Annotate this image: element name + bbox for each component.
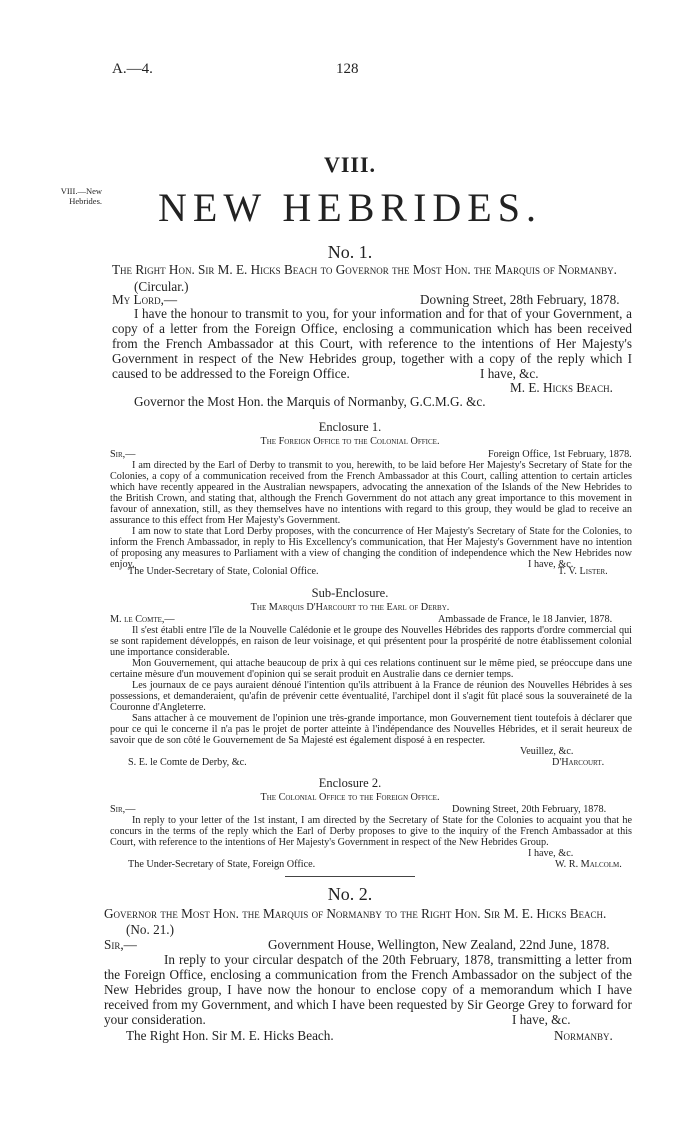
sub-enclosure-from-line: The Marquis D'Harcourt to the Earl of Derby. [250, 602, 450, 613]
sub-enclosure-paragraph: Il s'est établi entre l'île de la Nouvelle Calédonie et le groupe des Nouvelles Hébrides des rapports d'ordre commercial qui se sont rapidement développés, en raison de leur voisinage, et qui présentent pour la prospérité de notre établissement colonial une importance considerable. [110, 625, 632, 658]
margin-note-line: VIII.—New [60, 186, 102, 196]
despatch-closing: I have, &c. [480, 366, 539, 381]
sub-enclosure-place-date: Ambassade de France, le 18 Janvier, 1878. [438, 614, 613, 625]
enclosure-body: In reply to your letter of the 1st instant, I am directed by the Secretary of State for the Colonies to acquaint you that he concurs in the terms of the reply which the Earl of Derby proposes to give to the inquiry of the French Ambassador at this Court, with reference to the intentions of Her Majesty's Government in respect of the New Hebrides Group. [110, 815, 632, 848]
despatch-circular: (Circular.) [134, 279, 189, 294]
despatch-signature: Normanby. [554, 1028, 613, 1043]
enclosure-heading: Enclosure 1. [318, 420, 382, 434]
despatch-addressee: Governor the Most Hon. the Marquis of Normanby, G.C.M.G. &c. [134, 394, 486, 409]
enclosure-closing: I have, &c. [528, 559, 574, 570]
despatch-signature: M. E. Hicks Beach. [510, 380, 613, 395]
despatch-salutation: Sir,— [104, 937, 137, 952]
enclosure-from-line: The Foreign Office to the Colonial Office. [260, 436, 440, 447]
despatch-number: (No. 21.) [126, 922, 174, 937]
page-number: 128 [336, 61, 359, 77]
margin-note-line: Hebrides. [69, 196, 102, 206]
enclosure-salutation: Sir,— [110, 804, 136, 815]
despatch-place-date: Downing Street, 28th February, 1878. [420, 292, 620, 307]
sub-enclosure-closing: Veuillez, &c. [520, 746, 574, 757]
despatch-heading: No. 1. [327, 242, 373, 262]
sub-enclosure-heading: Sub-Enclosure. [311, 586, 389, 600]
sub-enclosure-addressee: S. E. le Comte de Derby, &c. [128, 757, 247, 768]
sub-enclosure-salutation: M. le Comte,— [110, 614, 175, 625]
despatch-from-line: The Right Hon. Sir M. E. Hicks Beach to Governor the Most Hon. the Marquis of Normanby. [112, 262, 617, 277]
document-reference: A.—4. [112, 61, 153, 77]
sub-enclosure-signature: D'Harcourt. [552, 757, 605, 768]
despatch-addressee: The Right Hon. Sir M. E. Hicks Beach. [126, 1028, 334, 1043]
despatch-body: In reply to your circular despatch of the 20th February, 1878, transmitting a letter from the Foreign Office, enclosing a communication from the French Ambassador on the subject of the New Hebrides group, I have now the honour to enclose copy of a memorandum which I have received from my Government, and which I have been requested by Sir George Grey to forward for your consideration. [104, 952, 632, 1027]
enclosure-closing: I have, &c. [528, 848, 574, 859]
section-numeral: VIII. [323, 152, 377, 177]
enclosure-addressee: The Under-Secretary of State, Foreign Office. [128, 859, 316, 870]
sub-enclosure-paragraph: Mon Gouvernement, qui attache beaucoup de prix à qui ces relations continuent sur le même pied, se préoccupe dans une certaine mèsure d'un mouvement d'opinion qui se serait produit en Australie dans ce dernier temps. [110, 658, 632, 680]
enclosure-paragraph: I am now to state that Lord Derby proposes, with the concurrence of Her Majesty's Secretary of State for the Colonies, to inform the French Ambassador, in reply to His Excellency's communication, that Her Majesty's Government have no intention of proposing any measures to Parliament with a view of changing the condition of independence which the New Hebrides now enjoy. [110, 526, 632, 570]
sub-enclosure-paragraph: Les journaux de ce pays auraient dénoué l'intention qu'ils attribuent à la France de réunion des Nouvelles Hébrides à ses possessions, et demanderaient, qu'afin de prévenir cette éventualité, l'archipel dont il s'agit fût placé sous la souveraineté de la Couronne d'Angleterre. [110, 680, 632, 713]
despatch-body: I have the honour to transmit to you, for your information and for that of your Government, a copy of a letter from the Foreign Office, enclosing a communication which has been received from the French Ambassador at this Court, with reference to the intentions of Her Majesty's Government in respect of the New Hebrides group, together with a copy of the reply which I caused to be addressed to the Foreign Office. [112, 306, 632, 381]
despatch-from-line: Governor the Most Hon. the Marquis of Normanby to the Right Hon. Sir M. E. Hicks Beach. [104, 906, 607, 921]
enclosure-addressee: The Under-Secretary of State, Colonial Office. [128, 566, 319, 577]
enclosure-place-date: Downing Street, 20th February, 1878. [452, 804, 607, 815]
enclosure-place-date: Foreign Office, 1st February, 1878. [488, 449, 632, 460]
enclosure-salutation: Sir,— [110, 449, 136, 460]
section-divider [285, 876, 415, 877]
despatch-salutation: My Lord,— [112, 292, 178, 307]
enclosure-heading: Enclosure 2. [318, 776, 382, 790]
enclosure-from-line: The Colonial Office to the Foreign Office. [260, 792, 440, 803]
enclosure-signature: W. R. Malcolm. [555, 859, 622, 870]
despatch-place-date: Government House, Wellington, New Zealand, 22nd June, 1878. [268, 937, 610, 952]
despatch-closing: I have, &c. [512, 1012, 571, 1027]
enclosure-signature: T. V. Lister. [558, 566, 608, 577]
section-title: NEW HEBRIDES. [158, 185, 542, 230]
sub-enclosure-paragraph: Sans attacher à ce mouvement de l'opinion une très-grande importance, mon Gouvernement tient toutefois à déclarer que pour ce qui le concerne il n'a pas le projet de porter atteinte à l'indépendance des Nouvelles Hébrides, et il serait heureux de savoir que de son côté le Gouvernement de Sa Majesté est également disposé à en respecter. [110, 713, 632, 746]
despatch-heading: No. 2. [327, 884, 373, 904]
enclosure-paragraph: I am directed by the Earl of Derby to transmit to you, herewith, to be laid before Her Majesty's Secretary of State for the Colonies, a copy of a communication received from the French Ambassador at this Court, calling attention to certain articles which have recently appeared in the Australian newspapers, advocating the annexation of the Islands of the New Hebrides to the British Crown, and stating that, although the French Government do not attach any great importance to this movement in favour of annexation, still, as they themselves have no intentions with regard to this group, they would be glad to receive an assurance to this effect from Her Majesty's Government. [110, 460, 632, 526]
